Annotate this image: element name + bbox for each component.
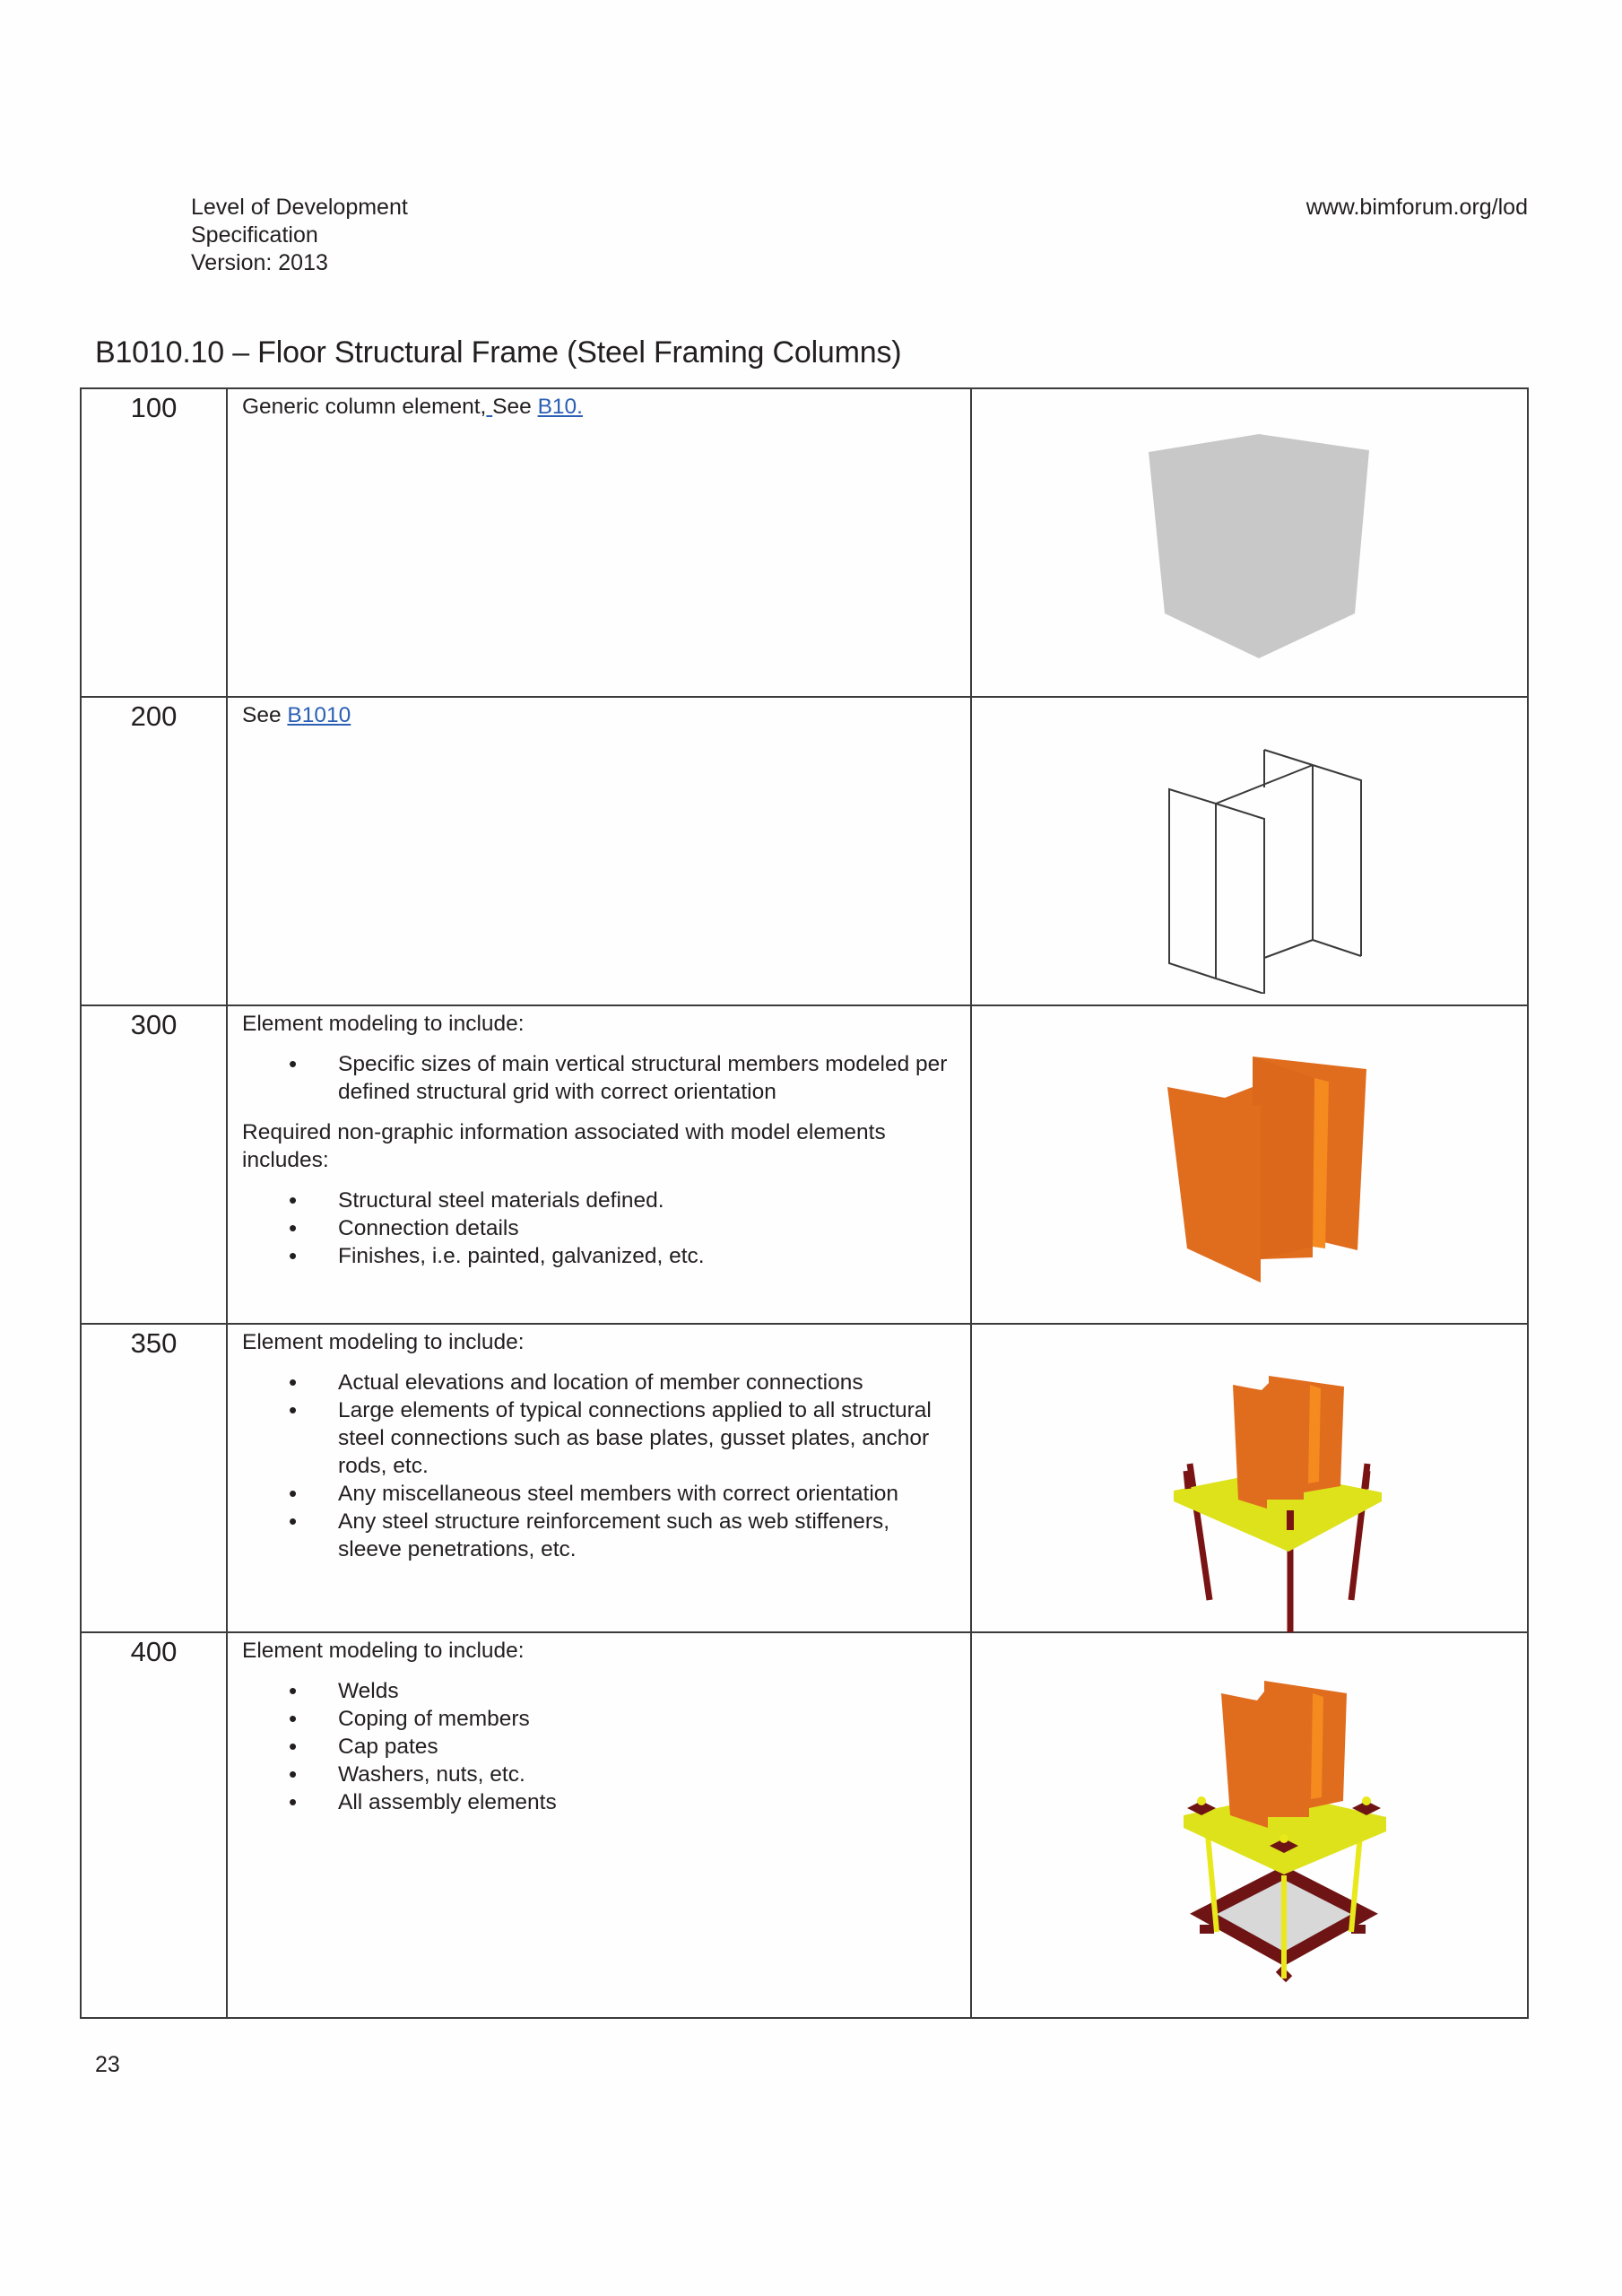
image-cell [971,1632,1528,2018]
header-line-subtitle: Specification [191,222,318,248]
list-item: • Any miscellaneous steel members with correct orientation [242,1480,958,1508]
intro-text: Element modeling to include: [242,1012,525,1036]
list-item: • Structural steel materials defined. [242,1187,958,1214]
section-title: B1010.10 – Floor Structural Frame (Steel Framing Columns) [95,335,902,370]
description-cell [227,1632,971,2018]
gray-block-icon [1147,434,1380,667]
description-text: See [242,703,288,727]
level-cell: 100 [81,388,227,697]
i-beam-with-base-plate-and-anchor-rods-icon [1174,1365,1407,1634]
image-cell [971,388,1528,697]
description-text-see: See [492,395,538,419]
wireframe-i-beam-icon [1160,734,1375,994]
description-cell [227,1005,971,1324]
image-cell [971,1324,1528,1632]
description-text: Generic column element, [242,395,487,419]
list-item: • Welds [242,1677,958,1705]
level-cell: 300 [81,1005,227,1324]
header-line-version: Version: 2013 [191,250,328,275]
lod-table [80,387,1529,2019]
description-cell [227,697,971,1005]
table-row-100 [81,388,1528,697]
list-item: • Washers, nuts, etc. [242,1761,958,1788]
image-cell [971,697,1528,1005]
list-item: • Any steel structure reinforcement such as web stiffeners, sleeve penetrations, etc. [242,1508,958,1563]
table-row-300 [81,1005,1528,1324]
table-row-200 [81,697,1528,1005]
list-item: • Large elements of typical connections applied to all structural steel connections such as base plates, gusset plates, anchor rods, etc. [242,1396,958,1480]
list-item: • Coping of members [242,1705,958,1733]
list-item: • Cap pates [242,1733,958,1761]
intro-text: Element modeling to include: [242,1639,525,1663]
level-cell: 350 [81,1324,227,1632]
bullet-list [242,1187,958,1270]
description-cell [227,388,971,697]
list-item: • All assembly elements [242,1788,958,1816]
bullet-list [242,1050,958,1106]
table-row-350 [81,1324,1528,1632]
image-cell [971,1005,1528,1324]
link-b10[interactable]: B10. [537,395,583,419]
level-cell: 400 [81,1632,227,2018]
intro-text-non-graphic: Required non-graphic information associated with model elements includes: [242,1120,886,1172]
level-cell: 200 [81,697,227,1005]
link-b1010[interactable]: B1010 [287,703,351,727]
list-item: • Connection details [242,1214,958,1242]
bullet-list [242,1369,958,1563]
list-item: • Specific sizes of main vertical structural members modeled per defined structural grid with correct orientation [242,1050,958,1106]
list-item: • Finishes, i.e. painted, galvanized, etc. [242,1242,958,1270]
page-number: 23 [95,2052,120,2077]
header-url: www.bimforum.org/lod [1305,195,1528,220]
orange-i-beam-icon [1160,1051,1375,1311]
intro-text: Element modeling to include: [242,1330,525,1354]
list-item: • Actual elevations and location of member connections [242,1369,958,1396]
i-beam-full-assembly-icon [1167,1674,1401,1996]
table-row-400 [81,1632,1528,2018]
bullet-list [242,1677,958,1816]
description-cell [227,1324,971,1632]
document-header-info [191,194,408,277]
header-line-title: Level of Development [191,195,408,220]
